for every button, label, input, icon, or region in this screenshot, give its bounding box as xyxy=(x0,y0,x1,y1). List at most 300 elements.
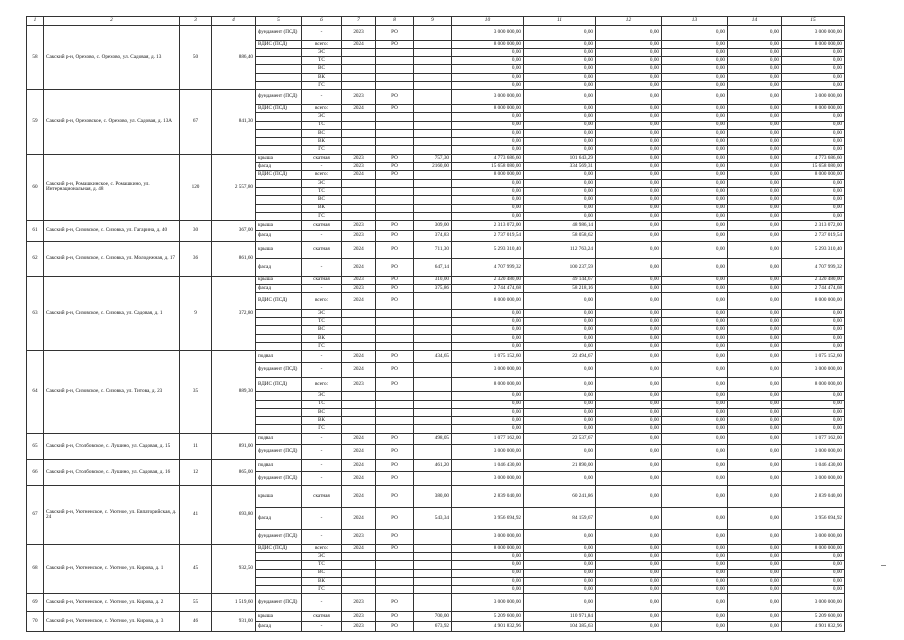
cell-col-10: 0,00 xyxy=(452,334,524,342)
cell-col-14: 0,00 xyxy=(728,343,782,351)
cell-col-15: 8 000 000,00 xyxy=(782,40,845,48)
cell-col-9: 380,00 xyxy=(414,486,452,508)
cell-col-5 xyxy=(256,343,302,351)
cell-col-7 xyxy=(342,204,376,212)
cell-col-13: 0,00 xyxy=(662,363,728,378)
cell-col-12: 0,00 xyxy=(596,121,662,129)
cell-col-13: 0,00 xyxy=(662,276,728,284)
cell-col-7: 2024 xyxy=(342,171,376,179)
cell-col-14: 0,00 xyxy=(728,392,782,400)
cell-col-10: 0,00 xyxy=(452,586,524,594)
cell-col-5 xyxy=(256,212,302,220)
cell-col-9: 700,00 xyxy=(414,611,452,621)
cell-col-12: 0,00 xyxy=(596,460,662,472)
cell-col-9 xyxy=(414,48,452,56)
cell-col-6: ВС xyxy=(302,129,342,137)
cell-col-15: 3 000 000,00 xyxy=(782,594,845,612)
cell-col-10: 3 000 000,00 xyxy=(452,594,524,612)
building-area: 861,60 xyxy=(212,241,256,276)
cell-col-6: - xyxy=(302,231,342,241)
cell-col-7: 2023 xyxy=(342,221,376,231)
cell-col-7: 2024 xyxy=(342,445,376,460)
cell-col-8: РО xyxy=(376,471,414,486)
cell-col-8: РО xyxy=(376,363,414,378)
cell-col-7 xyxy=(342,138,376,146)
cell-col-6: ЭС xyxy=(302,179,342,187)
cell-col-14: 0,00 xyxy=(728,48,782,56)
cell-col-13: 0,00 xyxy=(662,179,728,187)
row-number: 65 xyxy=(27,433,44,459)
cell-col-14: 0,00 xyxy=(728,121,782,129)
cell-col-12: 0,00 xyxy=(596,212,662,220)
cell-col-12: 0,00 xyxy=(596,259,662,277)
cell-col-8: РО xyxy=(376,508,414,530)
cell-col-15: 0,00 xyxy=(782,121,845,129)
cell-col-14: 0,00 xyxy=(728,90,782,105)
cell-col-13: 0,00 xyxy=(662,408,728,416)
cell-col-7: 2023 xyxy=(342,611,376,621)
cell-col-13: 0,00 xyxy=(662,611,728,621)
table-row xyxy=(27,351,845,363)
cell-col-15: 0,00 xyxy=(782,561,845,569)
cell-col-6: скатная xyxy=(302,276,342,284)
cell-col-9 xyxy=(414,40,452,48)
building-address: Сакский р-н, Уютненское, с. Уютное, ул. Евпаторийская, д. 24 xyxy=(44,486,180,544)
cell-col-8 xyxy=(376,586,414,594)
cell-col-13: 0,00 xyxy=(662,73,728,81)
cell-col-14: 0,00 xyxy=(728,586,782,594)
cell-col-11: 58 058,62 xyxy=(524,231,596,241)
cell-col-14: 0,00 xyxy=(728,231,782,241)
cell-col-8 xyxy=(376,179,414,187)
cell-col-8: РО xyxy=(376,154,414,162)
cell-col-15: 0,00 xyxy=(782,309,845,317)
cell-col-7: 2023 xyxy=(342,377,376,392)
cell-col-8 xyxy=(376,309,414,317)
cell-col-15: 1 075 152,60 xyxy=(782,351,845,363)
cell-col-10: 0,00 xyxy=(452,343,524,351)
cell-col-5 xyxy=(256,121,302,129)
cell-col-5 xyxy=(256,318,302,326)
cell-col-13: 0,00 xyxy=(662,40,728,48)
cell-col-5: фасад xyxy=(256,259,302,277)
cell-col-6: ГС xyxy=(302,82,342,90)
building-address: Сакский р-н, Уютненское, с. Уютное, ул. Кирова, д. 2 xyxy=(44,594,180,612)
cell-col-11: 0,00 xyxy=(524,171,596,179)
cell-col-15: 0,00 xyxy=(782,73,845,81)
cell-col-14: 0,00 xyxy=(728,577,782,585)
cell-col-11: 0,00 xyxy=(524,343,596,351)
cell-col-12: 0,00 xyxy=(596,622,662,632)
cell-col-13: 0,00 xyxy=(662,544,728,552)
cell-col-14: 0,00 xyxy=(728,544,782,552)
cell-col-8: РО xyxy=(376,622,414,632)
apartments-count: 50 xyxy=(180,26,212,90)
cell-col-7: 2023 xyxy=(342,154,376,162)
cell-col-8: РО xyxy=(376,594,414,612)
cell-col-9 xyxy=(414,326,452,334)
cell-col-9 xyxy=(414,138,452,146)
cell-col-14: 0,00 xyxy=(728,82,782,90)
cell-col-11: 100 237,59 xyxy=(524,259,596,277)
cell-col-12: 0,00 xyxy=(596,530,662,545)
cell-col-15: 1 077 162,00 xyxy=(782,433,845,445)
cell-col-7 xyxy=(342,561,376,569)
cell-col-13: 0,00 xyxy=(662,154,728,162)
cell-col-9: 757,30 xyxy=(414,154,452,162)
cell-col-10: 0,00 xyxy=(452,561,524,569)
cell-col-7: 2023 xyxy=(342,231,376,241)
cell-col-8 xyxy=(376,187,414,195)
cell-col-5: фундамент (ПСД) xyxy=(256,90,302,105)
cell-col-15: 0,00 xyxy=(782,48,845,56)
cell-col-12: 0,00 xyxy=(596,146,662,154)
cell-col-13: 0,00 xyxy=(662,433,728,445)
cell-col-5: фундамент (ПСД) xyxy=(256,445,302,460)
cell-col-7 xyxy=(342,417,376,425)
cell-col-6: скатная xyxy=(302,241,342,259)
cell-col-10: 0,00 xyxy=(452,129,524,137)
cell-col-10: 8 000 000,00 xyxy=(452,40,524,48)
cell-col-6: ГС xyxy=(302,343,342,351)
cell-col-15: 0,00 xyxy=(782,138,845,146)
cell-col-5 xyxy=(256,204,302,212)
cell-col-6: ГС xyxy=(302,586,342,594)
cell-col-12: 0,00 xyxy=(596,577,662,585)
building-area: 891,00 xyxy=(212,433,256,459)
cell-col-9: 673,92 xyxy=(414,622,452,632)
cell-col-15: 5 209 600,00 xyxy=(782,611,845,621)
cell-col-11: 334 569,31 xyxy=(524,163,596,171)
apartments-count: 30 xyxy=(180,221,212,241)
cell-col-13: 0,00 xyxy=(662,594,728,612)
building-area: 367,00 xyxy=(212,221,256,241)
cell-col-9 xyxy=(414,445,452,460)
cell-col-8 xyxy=(376,334,414,342)
cell-col-9 xyxy=(414,90,452,105)
cell-col-8: РО xyxy=(376,40,414,48)
cell-col-9 xyxy=(414,309,452,317)
cell-col-9 xyxy=(414,561,452,569)
cell-col-8 xyxy=(376,48,414,56)
cell-col-14: 0,00 xyxy=(728,129,782,137)
row-number: 63 xyxy=(27,276,44,351)
building-address: Сакский р-н, Столбовское, с. Лушино, ул. Садовая, д. 15 xyxy=(44,433,180,459)
cell-col-14: 0,00 xyxy=(728,445,782,460)
cell-col-11: 22 537,67 xyxy=(524,433,596,445)
cell-col-15: 0,00 xyxy=(782,146,845,154)
cell-col-9 xyxy=(414,121,452,129)
column-number-9: 9 xyxy=(414,17,452,26)
cell-col-10: 4 773 686,60 xyxy=(452,154,524,162)
cell-col-11: 0,00 xyxy=(524,196,596,204)
cell-col-7 xyxy=(342,65,376,73)
cell-col-12: 0,00 xyxy=(596,221,662,231)
cell-col-15: 0,00 xyxy=(782,408,845,416)
cell-col-9 xyxy=(414,417,452,425)
cell-col-14: 0,00 xyxy=(728,276,782,284)
cell-col-9 xyxy=(414,318,452,326)
cell-col-10: 3 956 694,92 xyxy=(452,508,524,530)
cell-col-11: 0,00 xyxy=(524,392,596,400)
cell-col-7 xyxy=(342,577,376,585)
cell-col-6: скатная xyxy=(302,221,342,231)
cell-col-10: 5 293 310,40 xyxy=(452,241,524,259)
cell-col-11: 0,00 xyxy=(524,544,596,552)
cell-col-11: 101 643,29 xyxy=(524,154,596,162)
cell-col-12: 0,00 xyxy=(596,586,662,594)
cell-col-15: 4 901 832,96 xyxy=(782,622,845,632)
cell-col-9 xyxy=(414,146,452,154)
cell-col-5: фасад xyxy=(256,508,302,530)
cell-col-11: 0,00 xyxy=(524,400,596,408)
table-row xyxy=(27,433,845,445)
table-body xyxy=(27,17,845,632)
cell-col-8 xyxy=(376,392,414,400)
cell-col-12: 0,00 xyxy=(596,318,662,326)
cell-col-11: 84 159,67 xyxy=(524,508,596,530)
cell-col-10: 3 000 000,00 xyxy=(452,26,524,41)
cell-col-6: ВК xyxy=(302,334,342,342)
cell-col-5 xyxy=(256,552,302,560)
cell-col-8: РО xyxy=(376,104,414,112)
cell-col-13: 0,00 xyxy=(662,586,728,594)
cell-col-6: ГС xyxy=(302,212,342,220)
cell-col-12: 0,00 xyxy=(596,104,662,112)
cell-col-8: РО xyxy=(376,351,414,363)
cell-col-13: 0,00 xyxy=(662,113,728,121)
cell-col-5: крыша xyxy=(256,221,302,231)
cell-col-6: ВК xyxy=(302,73,342,81)
cell-col-5 xyxy=(256,73,302,81)
cell-col-11: 112 763,24 xyxy=(524,241,596,259)
cell-col-6: ВК xyxy=(302,577,342,585)
cell-col-5 xyxy=(256,561,302,569)
cell-col-8: РО xyxy=(376,221,414,231)
cell-col-11: 0,00 xyxy=(524,334,596,342)
cell-col-5 xyxy=(256,326,302,334)
building-address: Сакский р-н, Орехово, с. Орехово, ул. Садовая, д. 13 xyxy=(44,26,180,90)
cell-col-6: - xyxy=(302,622,342,632)
cell-col-5 xyxy=(256,586,302,594)
cell-col-15: 3 000 000,00 xyxy=(782,90,845,105)
cell-col-15: 0,00 xyxy=(782,65,845,73)
cell-col-7: 2024 xyxy=(342,259,376,277)
cell-col-15: 8 000 000,00 xyxy=(782,293,845,310)
cell-col-7: 2024 xyxy=(342,486,376,508)
cell-col-12: 0,00 xyxy=(596,231,662,241)
cell-col-10: 0,00 xyxy=(452,417,524,425)
row-number: 60 xyxy=(27,154,44,220)
cell-col-12: 0,00 xyxy=(596,400,662,408)
cell-col-12: 0,00 xyxy=(596,508,662,530)
cell-col-14: 0,00 xyxy=(728,138,782,146)
cell-col-6: - xyxy=(302,594,342,612)
cell-col-8: РО xyxy=(376,445,414,460)
cell-col-5: крыша xyxy=(256,154,302,162)
cell-col-7: 2024 xyxy=(342,460,376,472)
cell-col-15: 3 000 000,00 xyxy=(782,26,845,41)
cell-col-8: РО xyxy=(376,284,414,292)
cell-col-7 xyxy=(342,179,376,187)
cell-col-11: 0,00 xyxy=(524,138,596,146)
cell-col-8 xyxy=(376,425,414,433)
cell-col-5: ВДИС (ПСД) xyxy=(256,377,302,392)
cell-col-9 xyxy=(414,73,452,81)
cell-col-10: 0,00 xyxy=(452,318,524,326)
cell-col-13: 0,00 xyxy=(662,343,728,351)
building-area: 932,50 xyxy=(212,544,256,594)
cell-col-14: 0,00 xyxy=(728,154,782,162)
table-row xyxy=(27,544,845,552)
row-number: 58 xyxy=(27,26,44,90)
table-row xyxy=(27,594,845,612)
cell-col-8 xyxy=(376,417,414,425)
cell-col-5: подвал xyxy=(256,433,302,445)
cell-col-13: 0,00 xyxy=(662,400,728,408)
cell-col-5 xyxy=(256,179,302,187)
cell-col-10: 8 000 000,00 xyxy=(452,171,524,179)
cell-col-12: 0,00 xyxy=(596,90,662,105)
cell-col-14: 0,00 xyxy=(728,486,782,508)
cell-col-5: ВДИС (ПСД) xyxy=(256,293,302,310)
cell-col-6: - xyxy=(302,284,342,292)
cell-col-8: РО xyxy=(376,231,414,241)
cell-col-12: 0,00 xyxy=(596,594,662,612)
cell-col-6: - xyxy=(302,90,342,105)
apartments-count: 45 xyxy=(180,544,212,594)
table-row xyxy=(27,460,845,472)
cell-col-15: 0,00 xyxy=(782,417,845,425)
cell-col-14: 0,00 xyxy=(728,351,782,363)
cell-col-7 xyxy=(342,569,376,577)
cell-col-7 xyxy=(342,196,376,204)
cell-col-5 xyxy=(256,408,302,416)
cell-col-12: 0,00 xyxy=(596,309,662,317)
cell-col-8: РО xyxy=(376,486,414,508)
building-address: Сакский р-н, Сизовское, с. Сизовка, ул. Титова, д. 23 xyxy=(44,351,180,433)
cell-col-12: 0,00 xyxy=(596,179,662,187)
cell-col-5: фундамент (ПСД) xyxy=(256,530,302,545)
cell-col-8 xyxy=(376,569,414,577)
cell-col-13: 0,00 xyxy=(662,392,728,400)
column-number-11: 11 xyxy=(524,17,596,26)
cell-col-11: 0,00 xyxy=(524,586,596,594)
cell-col-7: 2023 xyxy=(342,622,376,632)
cell-col-5: фундамент (ПСД) xyxy=(256,363,302,378)
building-area: 2 557,80 xyxy=(212,154,256,220)
cell-col-14: 0,00 xyxy=(728,471,782,486)
cell-col-12: 0,00 xyxy=(596,73,662,81)
cell-col-8 xyxy=(376,212,414,220)
cell-col-13: 0,00 xyxy=(662,569,728,577)
cell-col-13: 0,00 xyxy=(662,577,728,585)
cell-col-9 xyxy=(414,334,452,342)
cell-col-13: 0,00 xyxy=(662,138,728,146)
cell-col-9 xyxy=(414,363,452,378)
cell-col-9 xyxy=(414,212,452,220)
cell-col-13: 0,00 xyxy=(662,309,728,317)
column-number-3: 3 xyxy=(180,17,212,26)
cell-col-6: - xyxy=(302,433,342,445)
cell-col-12: 0,00 xyxy=(596,569,662,577)
cell-col-9: 647,14 xyxy=(414,259,452,277)
cell-col-11: 22 494,67 xyxy=(524,351,596,363)
cell-col-6: - xyxy=(302,163,342,171)
cell-col-6: ГС xyxy=(302,425,342,433)
cell-col-12: 0,00 xyxy=(596,425,662,433)
cell-col-7 xyxy=(342,400,376,408)
cell-col-7 xyxy=(342,129,376,137)
building-address: Сакский р-н, Сизовское, с. Сизовка, ул. Садовая, д. 1 xyxy=(44,276,180,351)
cell-col-12: 0,00 xyxy=(596,445,662,460)
cell-col-5 xyxy=(256,48,302,56)
cell-col-6: ЭС xyxy=(302,552,342,560)
cell-col-10: 0,00 xyxy=(452,425,524,433)
building-address: Сакский р-н, Уютненское, с. Уютное, ул. Кирова, д. 3 xyxy=(44,611,180,631)
cell-col-14: 0,00 xyxy=(728,318,782,326)
cell-col-5 xyxy=(256,392,302,400)
cell-col-8: РО xyxy=(376,611,414,621)
cell-col-6: всего: xyxy=(302,171,342,179)
column-number-4: 4 xyxy=(212,17,256,26)
cell-col-10: 8 000 000,00 xyxy=(452,104,524,112)
cell-col-12: 0,00 xyxy=(596,284,662,292)
cell-col-8: РО xyxy=(376,293,414,310)
cell-col-5: фундамент (ПСД) xyxy=(256,471,302,486)
cell-col-12: 0,00 xyxy=(596,196,662,204)
cell-col-5 xyxy=(256,129,302,137)
cell-col-14: 0,00 xyxy=(728,146,782,154)
cell-col-9 xyxy=(414,82,452,90)
cell-col-13: 0,00 xyxy=(662,90,728,105)
cell-col-8 xyxy=(376,82,414,90)
cell-col-10: 0,00 xyxy=(452,113,524,121)
cell-col-14: 0,00 xyxy=(728,241,782,259)
cell-col-13: 0,00 xyxy=(662,129,728,137)
cell-col-7: 2023 xyxy=(342,276,376,284)
cell-col-8 xyxy=(376,113,414,121)
cell-col-13: 0,00 xyxy=(662,204,728,212)
cell-col-9 xyxy=(414,544,452,552)
cell-col-7 xyxy=(342,73,376,81)
cell-col-6: всего: xyxy=(302,104,342,112)
cell-col-10: 0,00 xyxy=(452,569,524,577)
cell-col-13: 0,00 xyxy=(662,284,728,292)
cell-col-9 xyxy=(414,392,452,400)
cell-col-15: 8 000 000,00 xyxy=(782,377,845,392)
cell-col-15: 2 313 072,00 xyxy=(782,221,845,231)
apartments-count: 12 xyxy=(180,460,212,486)
cell-col-5: крыша xyxy=(256,611,302,621)
cell-col-9: 498,05 xyxy=(414,433,452,445)
cell-col-14: 0,00 xyxy=(728,113,782,121)
cell-col-8 xyxy=(376,204,414,212)
cell-col-5 xyxy=(256,417,302,425)
cell-col-10: 4 707 999,32 xyxy=(452,259,524,277)
cell-col-15: 5 293 310,40 xyxy=(782,241,845,259)
cell-col-13: 0,00 xyxy=(662,293,728,310)
cell-col-11: 0,00 xyxy=(524,90,596,105)
row-number: 59 xyxy=(27,90,44,154)
cell-col-13: 0,00 xyxy=(662,163,728,171)
building-address: Сакский р-н, Сизовское, с. Сизовка, ул. Молодежная, д. 17 xyxy=(44,241,180,276)
cell-col-14: 0,00 xyxy=(728,179,782,187)
cell-col-14: 0,00 xyxy=(728,104,782,112)
cell-col-8 xyxy=(376,73,414,81)
cell-col-7 xyxy=(342,146,376,154)
cell-col-10: 3 000 000,00 xyxy=(452,530,524,545)
